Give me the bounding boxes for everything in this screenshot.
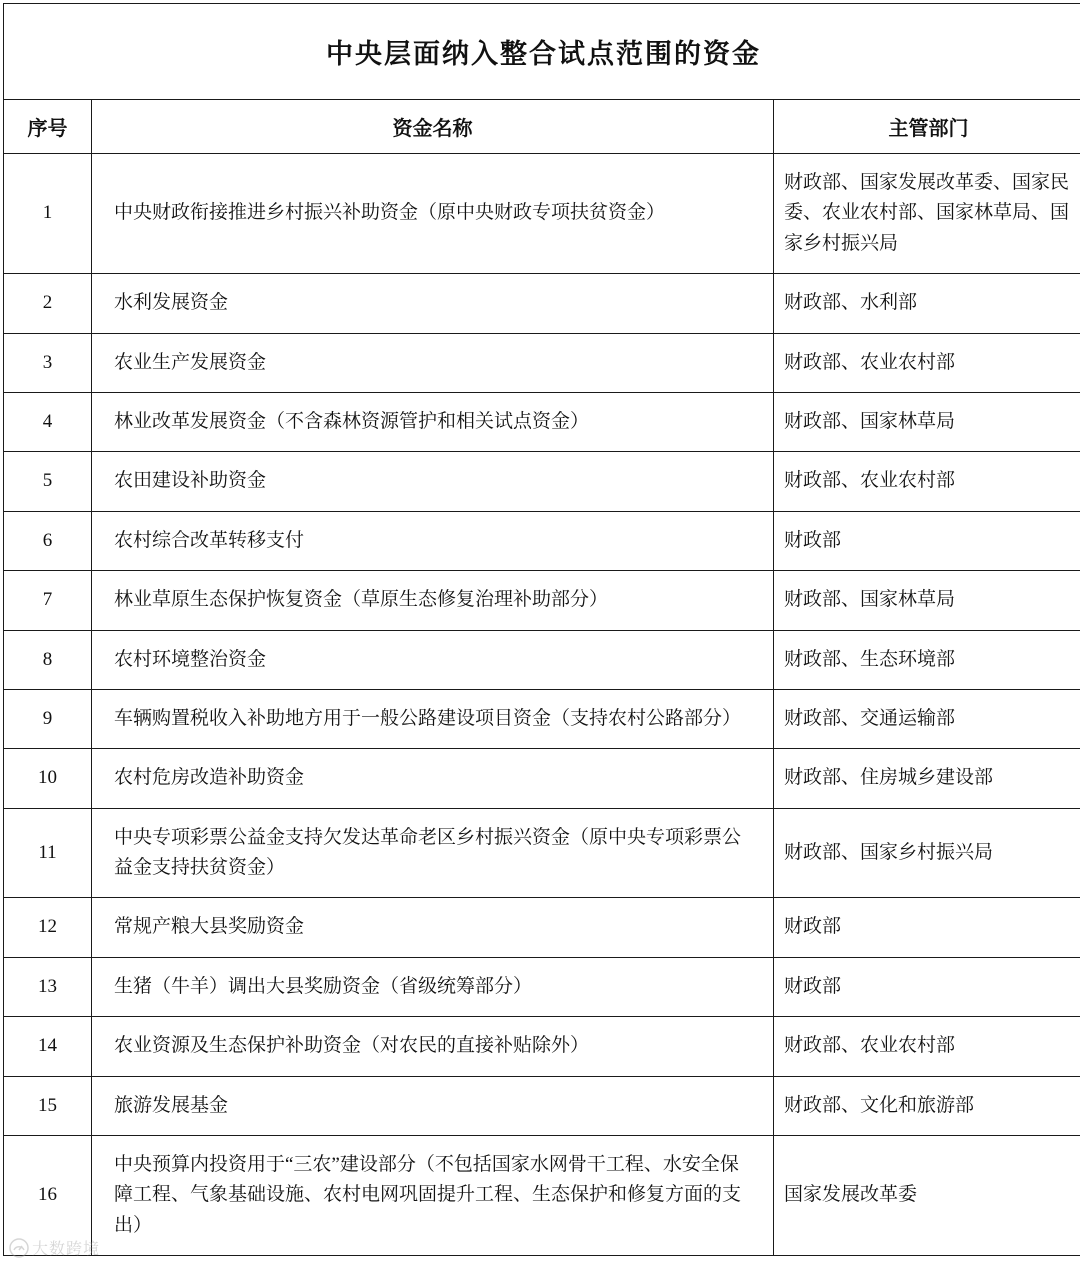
table-row bbox=[4, 571, 1080, 630]
table-row bbox=[4, 957, 1080, 1016]
row-number-cell: 13 bbox=[4, 957, 92, 1016]
department-cell: 财政部、交通运输部 bbox=[774, 689, 1080, 748]
row-number-cell: 3 bbox=[4, 333, 92, 392]
title-row bbox=[4, 4, 1080, 100]
department-cell: 国家发展改革委 bbox=[774, 1136, 1080, 1256]
table-row bbox=[4, 1136, 1080, 1256]
department-cell: 财政部、农业农村部 bbox=[774, 333, 1080, 392]
row-number-cell: 14 bbox=[4, 1017, 92, 1076]
table-row bbox=[4, 511, 1080, 570]
fund-name-cell: 农田建设补助资金 bbox=[92, 452, 774, 511]
fund-name-cell: 农业资源及生态保护补助资金（对农民的直接补贴除外） bbox=[92, 1017, 774, 1076]
fund-name-cell: 生猪（牛羊）调出大县奖励资金（省级统筹部分） bbox=[92, 957, 774, 1016]
row-number-cell: 7 bbox=[4, 571, 92, 630]
department-cell: 财政部、水利部 bbox=[774, 274, 1080, 333]
department-cell: 财政部、农业农村部 bbox=[774, 1017, 1080, 1076]
fund-table bbox=[3, 3, 1080, 1256]
table-row bbox=[4, 274, 1080, 333]
table-row bbox=[4, 749, 1080, 808]
table-row bbox=[4, 808, 1080, 898]
fund-name-cell: 林业草原生态保护恢复资金（草原生态修复治理补助部分） bbox=[92, 571, 774, 630]
fund-name-cell: 农业生产发展资金 bbox=[92, 333, 774, 392]
table-row bbox=[4, 1076, 1080, 1135]
department-cell: 财政部、国家林草局 bbox=[774, 392, 1080, 451]
department-cell: 财政部 bbox=[774, 898, 1080, 957]
fund-name-cell: 农村危房改造补助资金 bbox=[92, 749, 774, 808]
department-cell: 财政部、国家林草局 bbox=[774, 571, 1080, 630]
fund-name-cell: 中央预算内投资用于“三农”建设部分（不包括国家水网骨干工程、水安全保障工程、气象基础设施、农村电网巩固提升工程、生态保护和修复方面的支出） bbox=[92, 1136, 774, 1256]
fund-name-cell: 林业改革发展资金（不含森林资源管护和相关试点资金） bbox=[92, 392, 774, 451]
table-row bbox=[4, 898, 1080, 957]
column-header-fund-name: 资金名称 bbox=[92, 100, 774, 154]
department-cell: 财政部、生态环境部 bbox=[774, 630, 1080, 689]
row-number-cell: 16 bbox=[4, 1136, 92, 1256]
fund-name-cell: 中央财政衔接推进乡村振兴补助资金（原中央财政专项扶贫资金） bbox=[92, 154, 774, 274]
fund-name-cell: 旅游发展基金 bbox=[92, 1076, 774, 1135]
department-cell: 财政部、国家乡村振兴局 bbox=[774, 808, 1080, 898]
table-row bbox=[4, 689, 1080, 748]
department-cell: 财政部 bbox=[774, 511, 1080, 570]
fund-name-cell: 水利发展资金 bbox=[92, 274, 774, 333]
row-number-cell: 6 bbox=[4, 511, 92, 570]
fund-name-cell: 车辆购置税收入补助地方用于一般公路建设项目资金（支持农村公路部分） bbox=[92, 689, 774, 748]
department-cell: 财政部、国家发展改革委、国家民委、农业农村部、国家林草局、国家乡村振兴局 bbox=[774, 154, 1080, 274]
row-number-cell: 11 bbox=[4, 808, 92, 898]
table-row bbox=[4, 392, 1080, 451]
header-row bbox=[4, 100, 1080, 154]
row-number-cell: 1 bbox=[4, 154, 92, 274]
table-row bbox=[4, 452, 1080, 511]
row-number-cell: 15 bbox=[4, 1076, 92, 1135]
fund-name-cell: 农村环境整治资金 bbox=[92, 630, 774, 689]
table-row bbox=[4, 154, 1080, 274]
row-number-cell: 4 bbox=[4, 392, 92, 451]
watermark-text: 大数跨境 bbox=[32, 1241, 101, 1258]
table-row bbox=[4, 1017, 1080, 1076]
department-cell: 财政部、住房城乡建设部 bbox=[774, 749, 1080, 808]
column-header-no: 序号 bbox=[4, 100, 92, 154]
table-row bbox=[4, 630, 1080, 689]
row-number-cell: 12 bbox=[4, 898, 92, 957]
fund-name-cell: 中央专项彩票公益金支持欠发达革命老区乡村振兴资金（原中央专项彩票公益金支持扶贫资金） bbox=[92, 808, 774, 898]
department-cell: 财政部、文化和旅游部 bbox=[774, 1076, 1080, 1135]
fund-name-cell: 农村综合改革转移支付 bbox=[92, 511, 774, 570]
table-row bbox=[4, 333, 1080, 392]
department-cell: 财政部、农业农村部 bbox=[774, 452, 1080, 511]
row-number-cell: 8 bbox=[4, 630, 92, 689]
row-number-cell: 10 bbox=[4, 749, 92, 808]
row-number-cell: 9 bbox=[4, 689, 92, 748]
column-header-department: 主管部门 bbox=[774, 100, 1080, 154]
department-cell: 财政部 bbox=[774, 957, 1080, 1016]
fund-name-cell: 常规产粮大县奖励资金 bbox=[92, 898, 774, 957]
page-title: 中央层面纳入整合试点范围的资金 bbox=[4, 4, 1080, 100]
fund-table-body bbox=[4, 154, 1080, 1256]
row-number-cell: 2 bbox=[4, 274, 92, 333]
row-number-cell: 5 bbox=[4, 452, 92, 511]
